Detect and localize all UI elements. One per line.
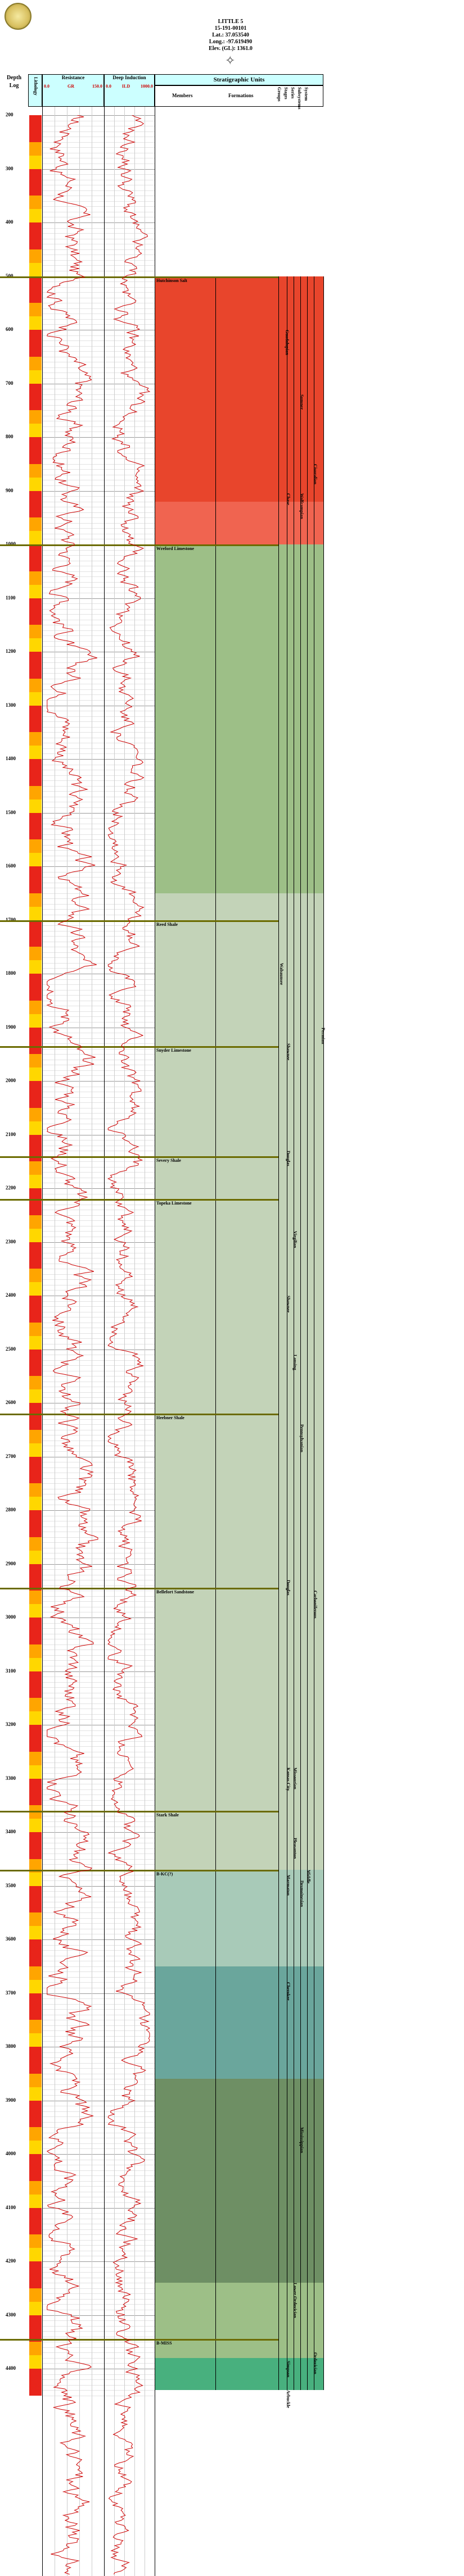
formation-top-label: Bellefort Sandstone <box>156 1589 194 1595</box>
compass-icon: ✧ <box>225 53 236 67</box>
lithology-cell <box>29 2033 42 2047</box>
lithology-cell <box>29 2101 42 2114</box>
well-name: LITTLE 5 <box>218 19 244 25</box>
lithology-cell <box>29 1296 42 1309</box>
lithology-cell <box>29 236 42 249</box>
lithology-cell <box>29 1537 42 1551</box>
lithology-cell <box>29 1684 42 1698</box>
lithology-cell <box>29 316 42 330</box>
depth-tick-label: 4300 <box>6 2311 16 2318</box>
lithology-cell <box>29 1644 42 1658</box>
lithology-cell <box>29 263 42 276</box>
lithology-cell <box>29 1282 42 1296</box>
lithology-cell <box>29 1551 42 1564</box>
strat-col-border <box>215 276 216 2391</box>
lithology-cell <box>29 2087 42 2101</box>
lithology-cell <box>29 679 42 692</box>
formation-top-label: B-MISS <box>156 2341 172 2346</box>
lithology-cell <box>29 2114 42 2127</box>
depth-tick-label: 2800 <box>6 1507 16 1512</box>
lithology-cell <box>29 1108 42 1121</box>
lithology-cell <box>29 1161 42 1175</box>
depth-tick-label: 300 <box>6 165 13 171</box>
lithology-cell <box>29 1980 42 1993</box>
lithology-cell <box>29 1966 42 1980</box>
lithology-cell <box>29 625 42 638</box>
resistance-scale-left: 0.0 <box>44 84 49 89</box>
depth-tick-label: 3200 <box>6 1721 16 1727</box>
lithology-cell <box>29 2208 42 2221</box>
lithology-cell <box>29 2302 42 2315</box>
lithology-cell <box>29 1323 42 1336</box>
lithology-cell <box>29 611 42 625</box>
resistance-scale-right: 150.0 <box>92 84 102 89</box>
lithology-cell <box>29 987 42 1001</box>
lithology-cell <box>29 1510 42 1524</box>
strat-band <box>155 893 323 1870</box>
formation-top-label: Severy Shale <box>156 1157 181 1163</box>
unit-label-pleasanton: Pleasanton <box>292 1837 298 1859</box>
depth-tick-label: 4200 <box>6 2258 16 2264</box>
lithology-cell <box>29 1121 42 1135</box>
lithology-cell <box>29 1698 42 1711</box>
lithology-cell <box>29 451 42 464</box>
lithology-cell <box>29 531 42 544</box>
depth-tick-label: 2100 <box>6 1131 16 1137</box>
lithology-cell <box>29 1738 42 1752</box>
lithology-cell <box>29 826 42 839</box>
lithology-cell <box>29 1765 42 1779</box>
lithology-cell <box>29 437 42 451</box>
lithology-cell <box>29 464 42 478</box>
lithology-cell <box>29 410 42 424</box>
depth-tick-label: 200 <box>6 112 13 117</box>
lithology-cell <box>29 343 42 357</box>
strat-header: Stratigraphic Units <box>213 76 265 83</box>
lithology-cell <box>29 2261 42 2275</box>
lithology-cell <box>29 491 42 505</box>
lithology-cell <box>29 2355 42 2369</box>
depth-tick-label: 2300 <box>6 1238 16 1244</box>
lithology-cell <box>29 1591 42 1604</box>
lithology-cell <box>29 169 42 183</box>
lithology-cell <box>29 571 42 585</box>
lithology-cell <box>29 2195 42 2208</box>
depth-tick-label: 4100 <box>6 2204 16 2210</box>
strat-col-border <box>323 276 324 2391</box>
formation-top-label: Reed Shale <box>156 921 178 927</box>
lithology-cell <box>29 960 42 974</box>
lithology-header: Lithology <box>33 77 38 96</box>
resistance-header: Resistance <box>61 75 85 80</box>
stages-header: Stages <box>283 87 289 99</box>
lithology-cell <box>29 289 42 303</box>
strat-band <box>155 2079 323 2283</box>
induction-scale-mid: ILD <box>121 84 130 89</box>
lithology-cell <box>29 1886 42 1900</box>
unit-label-cherokee: Cherokee <box>286 1982 291 2001</box>
lithology-cell <box>29 558 42 571</box>
lithology-cell <box>29 1470 42 1483</box>
unit-label-missourian: Missourian <box>292 1768 298 1790</box>
lithology-cell <box>29 1215 42 1229</box>
lithology-cell <box>29 2315 42 2329</box>
lithology-cell <box>29 1067 42 1081</box>
lithology-cell <box>29 249 42 263</box>
strat-band <box>155 2358 323 2390</box>
unit-label-lansing: Lansing <box>292 1355 298 1370</box>
depth-tick-label: 1000 <box>6 541 16 547</box>
depth-tick-label: 3300 <box>6 1775 16 1781</box>
depth-tick-label: 700 <box>6 380 13 386</box>
unit-label-lower_ordovician: Lower Ordovician <box>292 2283 298 2318</box>
lithology-cell <box>29 2020 42 2033</box>
lithology-cell <box>29 1350 42 1363</box>
lithology-cell <box>29 2060 42 2074</box>
lithology-cell <box>29 1873 42 1886</box>
depth-tick-label: 4400 <box>6 2365 16 2371</box>
unit-label-simpson: Simpson <box>286 2360 291 2378</box>
unit-label-virgilian: Virgilian <box>292 1231 298 1248</box>
depth-tick-label: 2200 <box>6 1185 16 1191</box>
lithology-cell <box>29 1993 42 2007</box>
lithology-cell <box>29 732 42 746</box>
depth-tick-label: 3800 <box>6 2043 16 2049</box>
lithology-cell <box>29 1939 42 1953</box>
depth-tick-label: 3700 <box>6 1989 16 1996</box>
lithology-cell <box>29 1309 42 1323</box>
lithology-cell <box>29 1376 42 1389</box>
lithology-cell <box>29 1202 42 1215</box>
lithology-cell <box>29 719 42 732</box>
lithology-cell <box>29 692 42 706</box>
lithology-cell <box>29 1255 42 1269</box>
depth-tick-label: 1700 <box>6 916 16 923</box>
lithology-cell <box>29 2154 42 2168</box>
depth-tick-label: 3400 <box>6 1829 16 1834</box>
lithology-cell <box>29 813 42 826</box>
lithology-cell <box>29 1175 42 1188</box>
depth-tick-label: 3000 <box>6 1614 16 1620</box>
depth-tick-label: 1500 <box>6 809 16 815</box>
lithology-cell <box>29 2141 42 2154</box>
lithology-cell <box>29 1094 42 1108</box>
lithology-cell <box>29 1229 42 1242</box>
lithology-cell <box>29 397 42 410</box>
log-header: Log <box>9 83 19 89</box>
lithology-cell <box>29 1389 42 1403</box>
lithology-cell <box>29 478 42 491</box>
lithology-cell <box>29 585 42 598</box>
lithology-cell <box>29 652 42 665</box>
depth-tick-label: 3100 <box>6 1668 16 1674</box>
gr-curve <box>42 115 104 2576</box>
lithology-cell <box>29 1752 42 1765</box>
lithology-cell <box>29 1524 42 1537</box>
elevation: Elev. (GL): 1361.0 <box>209 46 253 52</box>
unit-label-wolfcampian: Wolfcampian <box>299 493 304 520</box>
unit-label-permian: Permian <box>321 1027 326 1044</box>
lithology-cell <box>29 1483 42 1497</box>
lithology-cell <box>29 759 42 773</box>
lithology-cell <box>29 974 42 987</box>
lithology-cell <box>29 142 42 156</box>
lithology-cell <box>29 1443 42 1457</box>
unit-label-chase: Chase <box>286 493 291 506</box>
lithology-cell <box>29 2221 42 2234</box>
subsystem-header: Subsystems <box>297 87 302 110</box>
lithology-cell <box>29 370 42 384</box>
lithology-cell <box>29 115 42 129</box>
lithology-cell <box>29 853 42 866</box>
unit-label-ordovician: Ordovician <box>313 2352 318 2375</box>
strat-band <box>155 1966 323 2079</box>
lithology-cell <box>29 1899 42 1912</box>
lithology-cell <box>29 1631 42 1644</box>
formation-top-label: Snyder Limestone <box>156 1047 191 1053</box>
depth-tick-label: 2900 <box>6 1560 16 1566</box>
lithology-cell <box>29 2248 42 2261</box>
groups-header: Groups <box>277 87 282 102</box>
formations-header: Formations <box>228 93 254 98</box>
depth-tick-label: 3500 <box>6 1882 16 1888</box>
lithology-cell <box>29 773 42 786</box>
unit-label-marmaton: Marmaton <box>286 1875 291 1896</box>
lithology-cell <box>29 1457 42 1470</box>
lithology-cell <box>29 1269 42 1282</box>
induction-header: Deep Induction <box>112 75 146 80</box>
lithology-cell <box>29 1148 42 1161</box>
strat-band <box>155 2283 323 2358</box>
unit-label-cisuralian: Cisuralian <box>313 464 318 484</box>
depth-header: Depth <box>6 75 22 81</box>
lithology-cell <box>29 1497 42 1510</box>
lithology-cell <box>29 1671 42 1685</box>
lithology-cell <box>29 706 42 719</box>
formation-top-label: B-KC(?) <box>156 1871 173 1877</box>
lithology-cell <box>29 2288 42 2302</box>
depth-tick-label: 2400 <box>6 1292 16 1298</box>
latitude: Lat.: 37.053540 <box>212 32 249 38</box>
lithology-cell <box>29 129 42 142</box>
lithology-cell <box>29 1819 42 1832</box>
lithology-cell <box>29 893 42 907</box>
unit-label-carboniferous: Carboniferous <box>313 1591 318 1619</box>
lithology-cell <box>29 196 42 209</box>
strat-col-border <box>300 276 301 2391</box>
formation-top-label: Stark Shale <box>156 1812 179 1818</box>
depth-tick-label: 600 <box>6 326 13 332</box>
ild-curve <box>104 115 155 2576</box>
lithology-cell <box>29 1658 42 1671</box>
depth-tick-label: 3900 <box>6 2097 16 2103</box>
lithology-cell <box>29 2127 42 2141</box>
unit-label-kansas_city: Kansas City <box>286 1768 291 1791</box>
lithology-cell <box>29 2382 42 2396</box>
series-header: Series <box>290 87 295 99</box>
resistance-scale-mid: GR <box>67 84 74 89</box>
depth-tick-label: 2500 <box>6 1346 16 1352</box>
lithology-cell <box>29 880 42 893</box>
depth-tick-label: 3600 <box>6 1936 16 1942</box>
formation-top-label: Hutchinson Salt <box>156 278 187 283</box>
unit-label-middle: Middle <box>306 1869 311 1884</box>
lithology-cell <box>29 2074 42 2087</box>
strat-band <box>155 276 323 502</box>
depth-tick-label: 400 <box>6 219 13 225</box>
formation-top-label: Heebner Shale <box>156 1415 184 1421</box>
lithology-cell <box>29 638 42 652</box>
lithology-cell <box>29 598 42 612</box>
lithology-cell <box>29 2006 42 2020</box>
lithology-cell <box>29 222 42 236</box>
depth-tick-label: 2700 <box>6 1453 16 1459</box>
lithology-cell <box>29 1362 42 1376</box>
strat-band <box>155 1870 323 1966</box>
lithology-cell <box>29 276 42 290</box>
lithology-cell <box>29 357 42 370</box>
lithology-cell <box>29 1014 42 1028</box>
lithology-cell <box>29 156 42 169</box>
lithology-cell <box>29 330 42 343</box>
unit-label-mississippian: Mississippian <box>299 2127 304 2154</box>
depth-tick-label: 2600 <box>6 1400 16 1405</box>
lithology-cell <box>29 1792 42 1805</box>
lithology-cell <box>29 1028 42 1041</box>
induction-scale-left: 0.0 <box>106 84 111 89</box>
depth-tick-label: 1900 <box>6 1024 16 1030</box>
lithology-cell <box>29 2047 42 2060</box>
lithology-cell <box>29 1001 42 1014</box>
lithology-cell <box>29 866 42 880</box>
lithology-cell <box>29 1564 42 1578</box>
unit-label-sumner: Sumner <box>299 394 304 410</box>
lithology-cell <box>29 1953 42 1966</box>
depth-tick-label: 800 <box>6 434 13 439</box>
lithology-cell <box>29 786 42 799</box>
lithology-cell <box>29 1336 42 1350</box>
unit-label-shawnee: Shawnee <box>286 1043 291 1061</box>
depth-tick-label: 1800 <box>6 970 16 976</box>
api-number: 15-191-00101 <box>214 25 247 31</box>
lithology-cell <box>29 544 42 558</box>
lithology-cell <box>29 1912 42 1926</box>
lithology-cell <box>29 839 42 853</box>
lithology-cell <box>29 2181 42 2195</box>
lithology-cell <box>29 1242 42 1256</box>
unit-label-arbuckle: Arbuckle <box>286 2390 291 2409</box>
lithology-cell <box>29 1926 42 1939</box>
lithology-cell <box>29 182 42 196</box>
lithology-cell <box>29 1081 42 1094</box>
strat-band <box>155 502 323 544</box>
lithology-cell <box>29 1711 42 1725</box>
formation-top-label: Wreford Limestone <box>156 546 195 551</box>
unit-label-douglas: Douglas <box>286 1580 291 1596</box>
unit-label-douglas: Douglas <box>286 1151 291 1166</box>
depth-tick-label: 1200 <box>6 648 16 654</box>
lithology-cell <box>29 303 42 316</box>
system-header: System <box>304 87 309 101</box>
strat-band <box>155 544 323 893</box>
unit-label-wabaunsee: Wabaunsee <box>279 962 284 985</box>
lithology-cell <box>29 1054 42 1067</box>
lithology-cell <box>29 2275 42 2288</box>
lithology-cell <box>29 746 42 759</box>
lithology-cell <box>29 1135 42 1148</box>
formation-top-label: Topeka Limestone <box>156 1201 192 1206</box>
depth-tick-label: 900 <box>6 487 13 493</box>
unit-label-pennsylvanian: Pennsylvanian <box>299 1424 304 1452</box>
lithology-cell <box>29 1416 42 1430</box>
strat-col-border <box>278 276 279 2391</box>
lithology-cell <box>29 907 42 920</box>
lithology-cell <box>29 517 42 531</box>
induction-scale-right: 1000.0 <box>140 84 153 89</box>
depth-tick-label: 2000 <box>6 1078 16 1083</box>
lithology-cell <box>29 1618 42 1631</box>
lithology-cell <box>29 933 42 947</box>
lithology-cell <box>29 947 42 960</box>
lithology-cell <box>29 1779 42 1792</box>
depth-tick-label: 500 <box>6 272 13 279</box>
lithology-cell <box>29 920 42 934</box>
lithology-cell <box>29 2234 42 2248</box>
lithology-cell <box>29 1832 42 1846</box>
unit-label-shawnee: Shawnee <box>286 1296 291 1313</box>
lithology-cell <box>29 1846 42 1859</box>
strat-col-border <box>307 276 308 2391</box>
depth-tick-label: 1600 <box>6 863 16 869</box>
lithology-cell <box>29 424 42 437</box>
unit-label-guadalupian: Guadalupian <box>285 330 290 355</box>
lithology-cell <box>29 1430 42 1443</box>
lithology-cell <box>29 1604 42 1618</box>
lithology-cell <box>29 1725 42 1738</box>
lithology-cell <box>29 799 42 813</box>
unit-label-desmoinesian: Desmoinesian <box>299 1880 304 1907</box>
lithology-cell <box>29 504 42 517</box>
longitude: Long.: -97.619490 <box>209 39 253 45</box>
lithology-cell <box>29 209 42 222</box>
depth-tick-label: 1300 <box>6 702 16 708</box>
lithology-cell <box>29 2342 42 2355</box>
depth-tick-label: 1100 <box>6 594 16 601</box>
lithology-cell <box>29 2168 42 2181</box>
kgs-logo <box>4 3 31 30</box>
depth-tick-label: 1400 <box>6 756 16 761</box>
lithology-cell <box>29 665 42 679</box>
lithology-cell <box>29 384 42 397</box>
members-header: Members <box>172 93 193 98</box>
depth-tick-label: 4000 <box>6 2151 16 2156</box>
lithology-cell <box>29 2369 42 2382</box>
